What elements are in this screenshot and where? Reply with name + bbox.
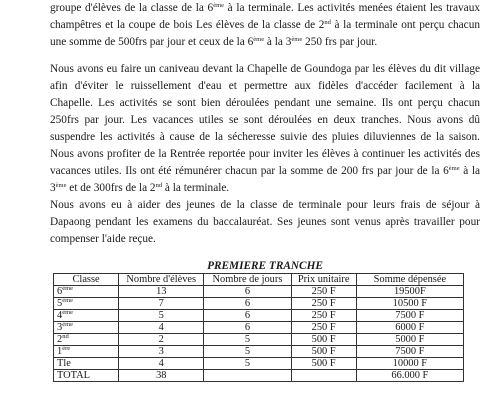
text-line: suspendre les activités à cause de la sécheresse suivie des pluies diluviennes de la saison. bbox=[50, 131, 480, 143]
table-row bbox=[54, 322, 464, 334]
cell-eleves: 7 bbox=[119, 298, 204, 310]
table-row bbox=[54, 346, 464, 358]
cell-prix bbox=[291, 370, 356, 382]
cell-eleves: 4 bbox=[119, 358, 204, 370]
paragraph-caniveau bbox=[50, 61, 480, 197]
cell-classe: 3ème bbox=[54, 322, 119, 334]
cell-prix: 250 F bbox=[291, 322, 356, 334]
cell-somme: 7500 F bbox=[356, 310, 463, 322]
text-line: Nous avons eu à aider des jeunes de la classe de terminale pour leurs frais de séjour à bbox=[50, 199, 480, 211]
text-line: compenser l'aide reçue. bbox=[50, 233, 156, 245]
cell-classe: Tle bbox=[54, 358, 119, 370]
cell-classe: 6ème bbox=[54, 286, 119, 298]
table-title: PREMIERE TRANCHE bbox=[207, 260, 323, 272]
cell-eleves: 4 bbox=[119, 322, 204, 334]
cell-somme: 10500 F bbox=[356, 298, 463, 310]
cell-jours: 6 bbox=[204, 310, 291, 322]
cell-prix: 250 F bbox=[291, 286, 356, 298]
text-run: à la terminale. Les activités menées étaient les travaux bbox=[224, 2, 480, 14]
superscript: ème bbox=[55, 182, 67, 189]
text-run: à la 3 bbox=[264, 36, 292, 48]
text-line: Dapaong pendant les examens du baccalauréat. Ses jeunes sont venus après travailler pour bbox=[50, 216, 480, 228]
cell-prix: 250 F bbox=[291, 298, 356, 310]
cell-jours bbox=[204, 370, 291, 382]
table-row bbox=[54, 334, 464, 346]
superscript: nd bbox=[324, 19, 331, 26]
cell-classe: TOTAL bbox=[54, 370, 119, 382]
cell-somme: 6000 F bbox=[356, 322, 463, 334]
text-run: à la bbox=[459, 165, 480, 177]
text-run: à la terminale ont perçu chacun bbox=[330, 19, 480, 31]
text-run: et de 300frs de la 2 bbox=[66, 182, 156, 194]
paragraph-baccalaureat bbox=[50, 197, 480, 248]
text-line bbox=[50, 163, 480, 180]
header-nombre-eleves: Nombre d'élèves bbox=[119, 274, 204, 286]
header-somme-depensee: Somme dépensée bbox=[356, 274, 463, 286]
table-total-row bbox=[54, 370, 464, 382]
cell-eleves: 3 bbox=[119, 346, 204, 358]
text-line bbox=[50, 180, 480, 197]
cell-somme: 66.000 F bbox=[356, 370, 463, 382]
table-row bbox=[54, 358, 464, 370]
premiere-tranche-table bbox=[53, 273, 464, 382]
cell-jours: 6 bbox=[204, 298, 291, 310]
text-line: Nous avons profiter de la Rentrée reportée pour inviter les élèves à continuer les activités des bbox=[50, 148, 480, 160]
superscript: ème bbox=[253, 36, 265, 43]
cell-classe: 2nd bbox=[54, 334, 119, 346]
table-row bbox=[54, 286, 464, 298]
cell-classe: 5ème bbox=[54, 298, 119, 310]
table-row bbox=[54, 310, 464, 322]
header-prix-unitaire: Prix unitaire bbox=[291, 274, 356, 286]
cell-somme: 5000 F bbox=[356, 334, 463, 346]
header-nombre-jours: Nombre de jours bbox=[204, 274, 291, 286]
text-line: Chapelle. Les activités se sont bien déroulées pendant une semaine. Ils ont perçu chacun bbox=[50, 97, 480, 109]
text-line bbox=[50, 34, 480, 51]
superscript: ème bbox=[448, 165, 460, 172]
text-line bbox=[50, 17, 480, 34]
cell-prix: 250 F bbox=[291, 310, 356, 322]
table-header-row bbox=[54, 274, 464, 286]
cell-jours: 6 bbox=[204, 286, 291, 298]
text-run: 3 bbox=[50, 182, 56, 194]
paragraph-travaux-champetres bbox=[50, 0, 480, 51]
cell-somme: 7500 F bbox=[356, 346, 463, 358]
cell-classe: 4ème bbox=[54, 310, 119, 322]
cell-classe: 1ère bbox=[54, 346, 119, 358]
text-line bbox=[50, 0, 480, 17]
cell-jours: 5 bbox=[204, 358, 291, 370]
superscript: ème bbox=[291, 36, 303, 43]
cell-jours: 5 bbox=[204, 334, 291, 346]
superscript: nd bbox=[155, 182, 163, 189]
text-run: vacances utiles. Ils ont été rémunérer chacun par la somme de 200 frs par jour de la 6 bbox=[50, 165, 449, 177]
text-run: 250 frs par jour. bbox=[302, 36, 378, 48]
text-run: à la terminale. bbox=[162, 182, 230, 194]
cell-jours: 6 bbox=[204, 322, 291, 334]
cell-somme: 10000 F bbox=[356, 358, 463, 370]
cell-eleves: 38 bbox=[119, 370, 204, 382]
table-row bbox=[54, 298, 464, 310]
cell-somme: 19500F bbox=[356, 286, 463, 298]
cell-jours: 5 bbox=[204, 346, 291, 358]
cell-prix: 500 F bbox=[291, 358, 356, 370]
header-classe: Classe bbox=[54, 274, 119, 286]
cell-eleves: 13 bbox=[119, 286, 204, 298]
text-line: 250frs par jour. Les vacances utiles se sont déroulées en deux tranches. Nous avons dû bbox=[50, 114, 480, 126]
cell-eleves: 5 bbox=[119, 310, 204, 322]
text-line: Nous avons eu faire un caniveau devant la Chapelle de Goundoga par les élèves du dit village bbox=[50, 63, 480, 75]
cell-prix: 500 F bbox=[291, 346, 356, 358]
text-run: une somme de 500frs par jour et ceux de la 6 bbox=[50, 36, 254, 48]
superscript: ème bbox=[213, 2, 225, 9]
text-run: champêtres et la coupe de bois Les élèves de la classe de 2 bbox=[50, 19, 325, 31]
cell-eleves: 2 bbox=[119, 334, 204, 346]
cell-prix: 500 F bbox=[291, 334, 356, 346]
text-run: groupe d'élèves de la classe de la 6 bbox=[50, 2, 214, 14]
text-line: afin d'éviter le ruissellement d'eau et permettre aux fidèles d'accéder facilement à la bbox=[50, 80, 480, 92]
